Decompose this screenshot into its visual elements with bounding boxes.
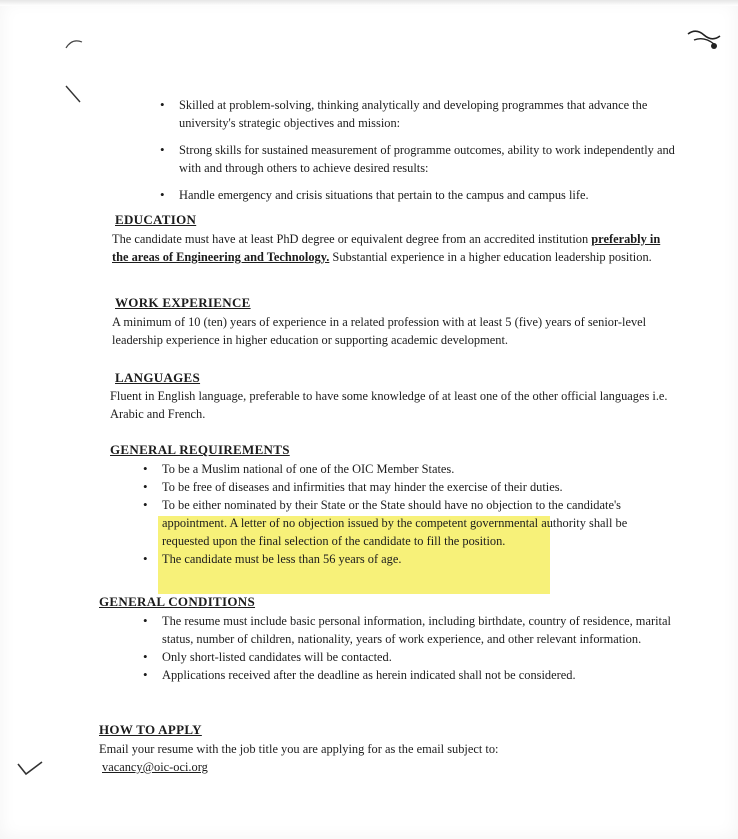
- bullet-icon: •: [160, 97, 165, 112]
- pen-mark: [16, 758, 46, 780]
- bullet-icon: •: [143, 667, 148, 682]
- bullet-icon: •: [160, 142, 165, 157]
- list-item: • To be either nominated by their State or the State should have no objection to the candidate's appointment. A letter of no objection issued by the competent governmental authority shall be requested upon the final selection of the candidate to fill the position.: [143, 497, 628, 548]
- general-conditions-list: [143, 612, 673, 684]
- education-underlined: preferably in the areas of Engineering and Technology.: [112, 232, 661, 264]
- bullet-icon: •: [143, 479, 148, 494]
- education-heading: EDUCATION: [115, 212, 197, 227]
- list-item: • Handle emergency and crisis situations that pertain to the campus and campus life.: [160, 187, 589, 202]
- bullet-icon: •: [160, 187, 165, 202]
- languages-text: Fluent in English language, preferable to have some knowledge of at least one of the other official languages i.e. Arabic and French.: [110, 389, 668, 421]
- work-experience-text: A minimum of 10 (ten) years of experience in a related profession with at least 5 (five) years of senior-level leadership experience in higher education or supporting academic development.: [112, 315, 647, 347]
- pen-mark: [62, 32, 86, 56]
- skills-list: [160, 96, 675, 204]
- how-to-apply-heading: HOW TO APPLY: [99, 722, 202, 737]
- general-conditions-heading: GENERAL CONDITIONS: [99, 594, 256, 609]
- bullet-icon: •: [143, 649, 148, 664]
- list-item: • The candidate must be less than 56 years of age.: [143, 551, 402, 566]
- list-item: • Skilled at problem-solving, thinking analytically and developing programmes that advance the university's strategic objectives and mission:: [160, 97, 648, 130]
- how-to-apply-text: Email your resume with the job title you are applying for as the email subject to:: [99, 742, 499, 756]
- list-item: • Only short-listed candidates will be contacted.: [143, 649, 392, 664]
- general-requirements-list: [143, 460, 671, 568]
- education-text: The candidate must have at least PhD degree or equivalent degree from an accredited institution preferably in the areas of Engineering and Technology. Substantial experience in a higher education leadership position.: [112, 232, 661, 264]
- stamp-mark: [684, 26, 724, 56]
- bullet-icon: •: [143, 551, 148, 566]
- list-item: • To be a Muslim national of one of the OIC Member States.: [143, 461, 455, 476]
- bullet-icon: •: [143, 613, 148, 628]
- list-item: • To be free of diseases and infirmities that may hinder the exercise of their duties.: [143, 479, 563, 494]
- bullet-icon: •: [143, 497, 148, 512]
- scan-edge: [0, 0, 738, 6]
- email-link[interactable]: vacancy@oic-oci.org: [102, 760, 208, 774]
- list-item: • Applications received after the deadline as herein indicated shall not be considered.: [143, 667, 576, 682]
- list-item: • Strong skills for sustained measurement of programme outcomes, ability to work independently and with and through others to achieve desired results:: [160, 142, 675, 175]
- languages-heading: LANGUAGES: [115, 370, 201, 385]
- pen-mark: [64, 84, 84, 108]
- work-experience-heading: WORK EXPERIENCE: [115, 295, 251, 310]
- bullet-icon: •: [143, 461, 148, 476]
- general-requirements-heading: GENERAL REQUIREMENTS: [110, 442, 290, 457]
- list-item: • The resume must include basic personal information, including birthdate, country of residence, marital status, number of children, nationality, years of work experience, and other relevant information.: [143, 613, 671, 646]
